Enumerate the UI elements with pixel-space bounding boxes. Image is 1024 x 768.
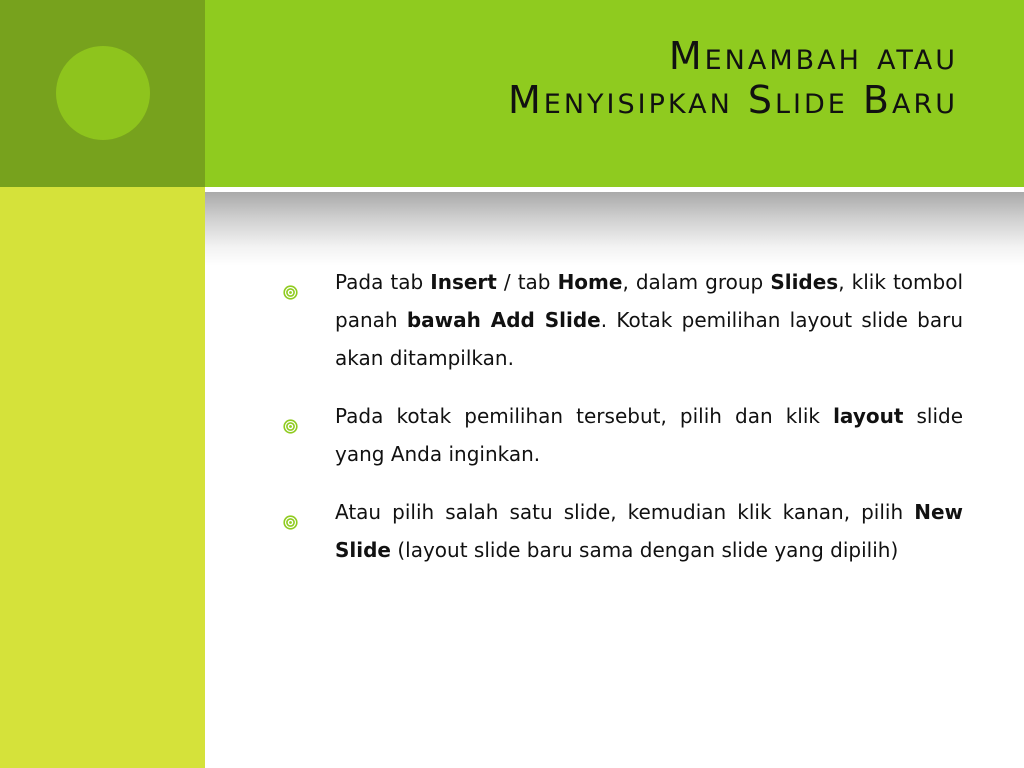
side-strip	[0, 187, 205, 768]
bullet-item	[283, 493, 963, 569]
bullet-bold-text: layout	[833, 404, 904, 428]
slide-title	[238, 34, 958, 122]
bullet-item	[283, 263, 963, 377]
bullet-bold-text: New Slide	[335, 500, 963, 562]
decorative-circle	[56, 46, 150, 140]
bullet-text: Atau pilih salah satu slide, kemudian klik kanan, pilih	[335, 500, 915, 524]
bullet-text: / tab	[496, 270, 558, 294]
bullet-text: Pada kotak pemilihan tersebut, pilih dan klik	[335, 404, 834, 428]
bullet-bold-text: Home	[557, 270, 623, 294]
bullet-text: , klik tombol panah	[335, 270, 964, 332]
bullet-text: , dalam group	[622, 270, 771, 294]
bullet-item	[283, 397, 963, 473]
bullet-text: slide yang Anda inginkan.	[335, 404, 964, 466]
concentric-circle-bullet-icon	[283, 408, 298, 423]
gradient-band	[205, 192, 1024, 266]
bullet-text: . Kotak pemilihan layout slide baru akan ditampilkan.	[335, 308, 963, 370]
corner-block	[0, 0, 205, 187]
concentric-circle-bullet-icon	[283, 274, 298, 289]
bullet-list	[283, 263, 963, 589]
bullet-bold-text: Slides	[770, 270, 839, 294]
bullet-text: Pada tab	[335, 270, 431, 294]
title-line-2: Menyisipkan Slide Baru	[508, 78, 958, 122]
title-line-1: Menambah atau	[668, 34, 958, 78]
bullet-text: (layout slide baru sama dengan slide yang dipilih)	[391, 538, 899, 562]
concentric-circle-bullet-icon	[283, 504, 298, 519]
bullet-bold-text: bawah Add Slide	[406, 308, 601, 332]
bullet-bold-text: Insert	[430, 270, 497, 294]
